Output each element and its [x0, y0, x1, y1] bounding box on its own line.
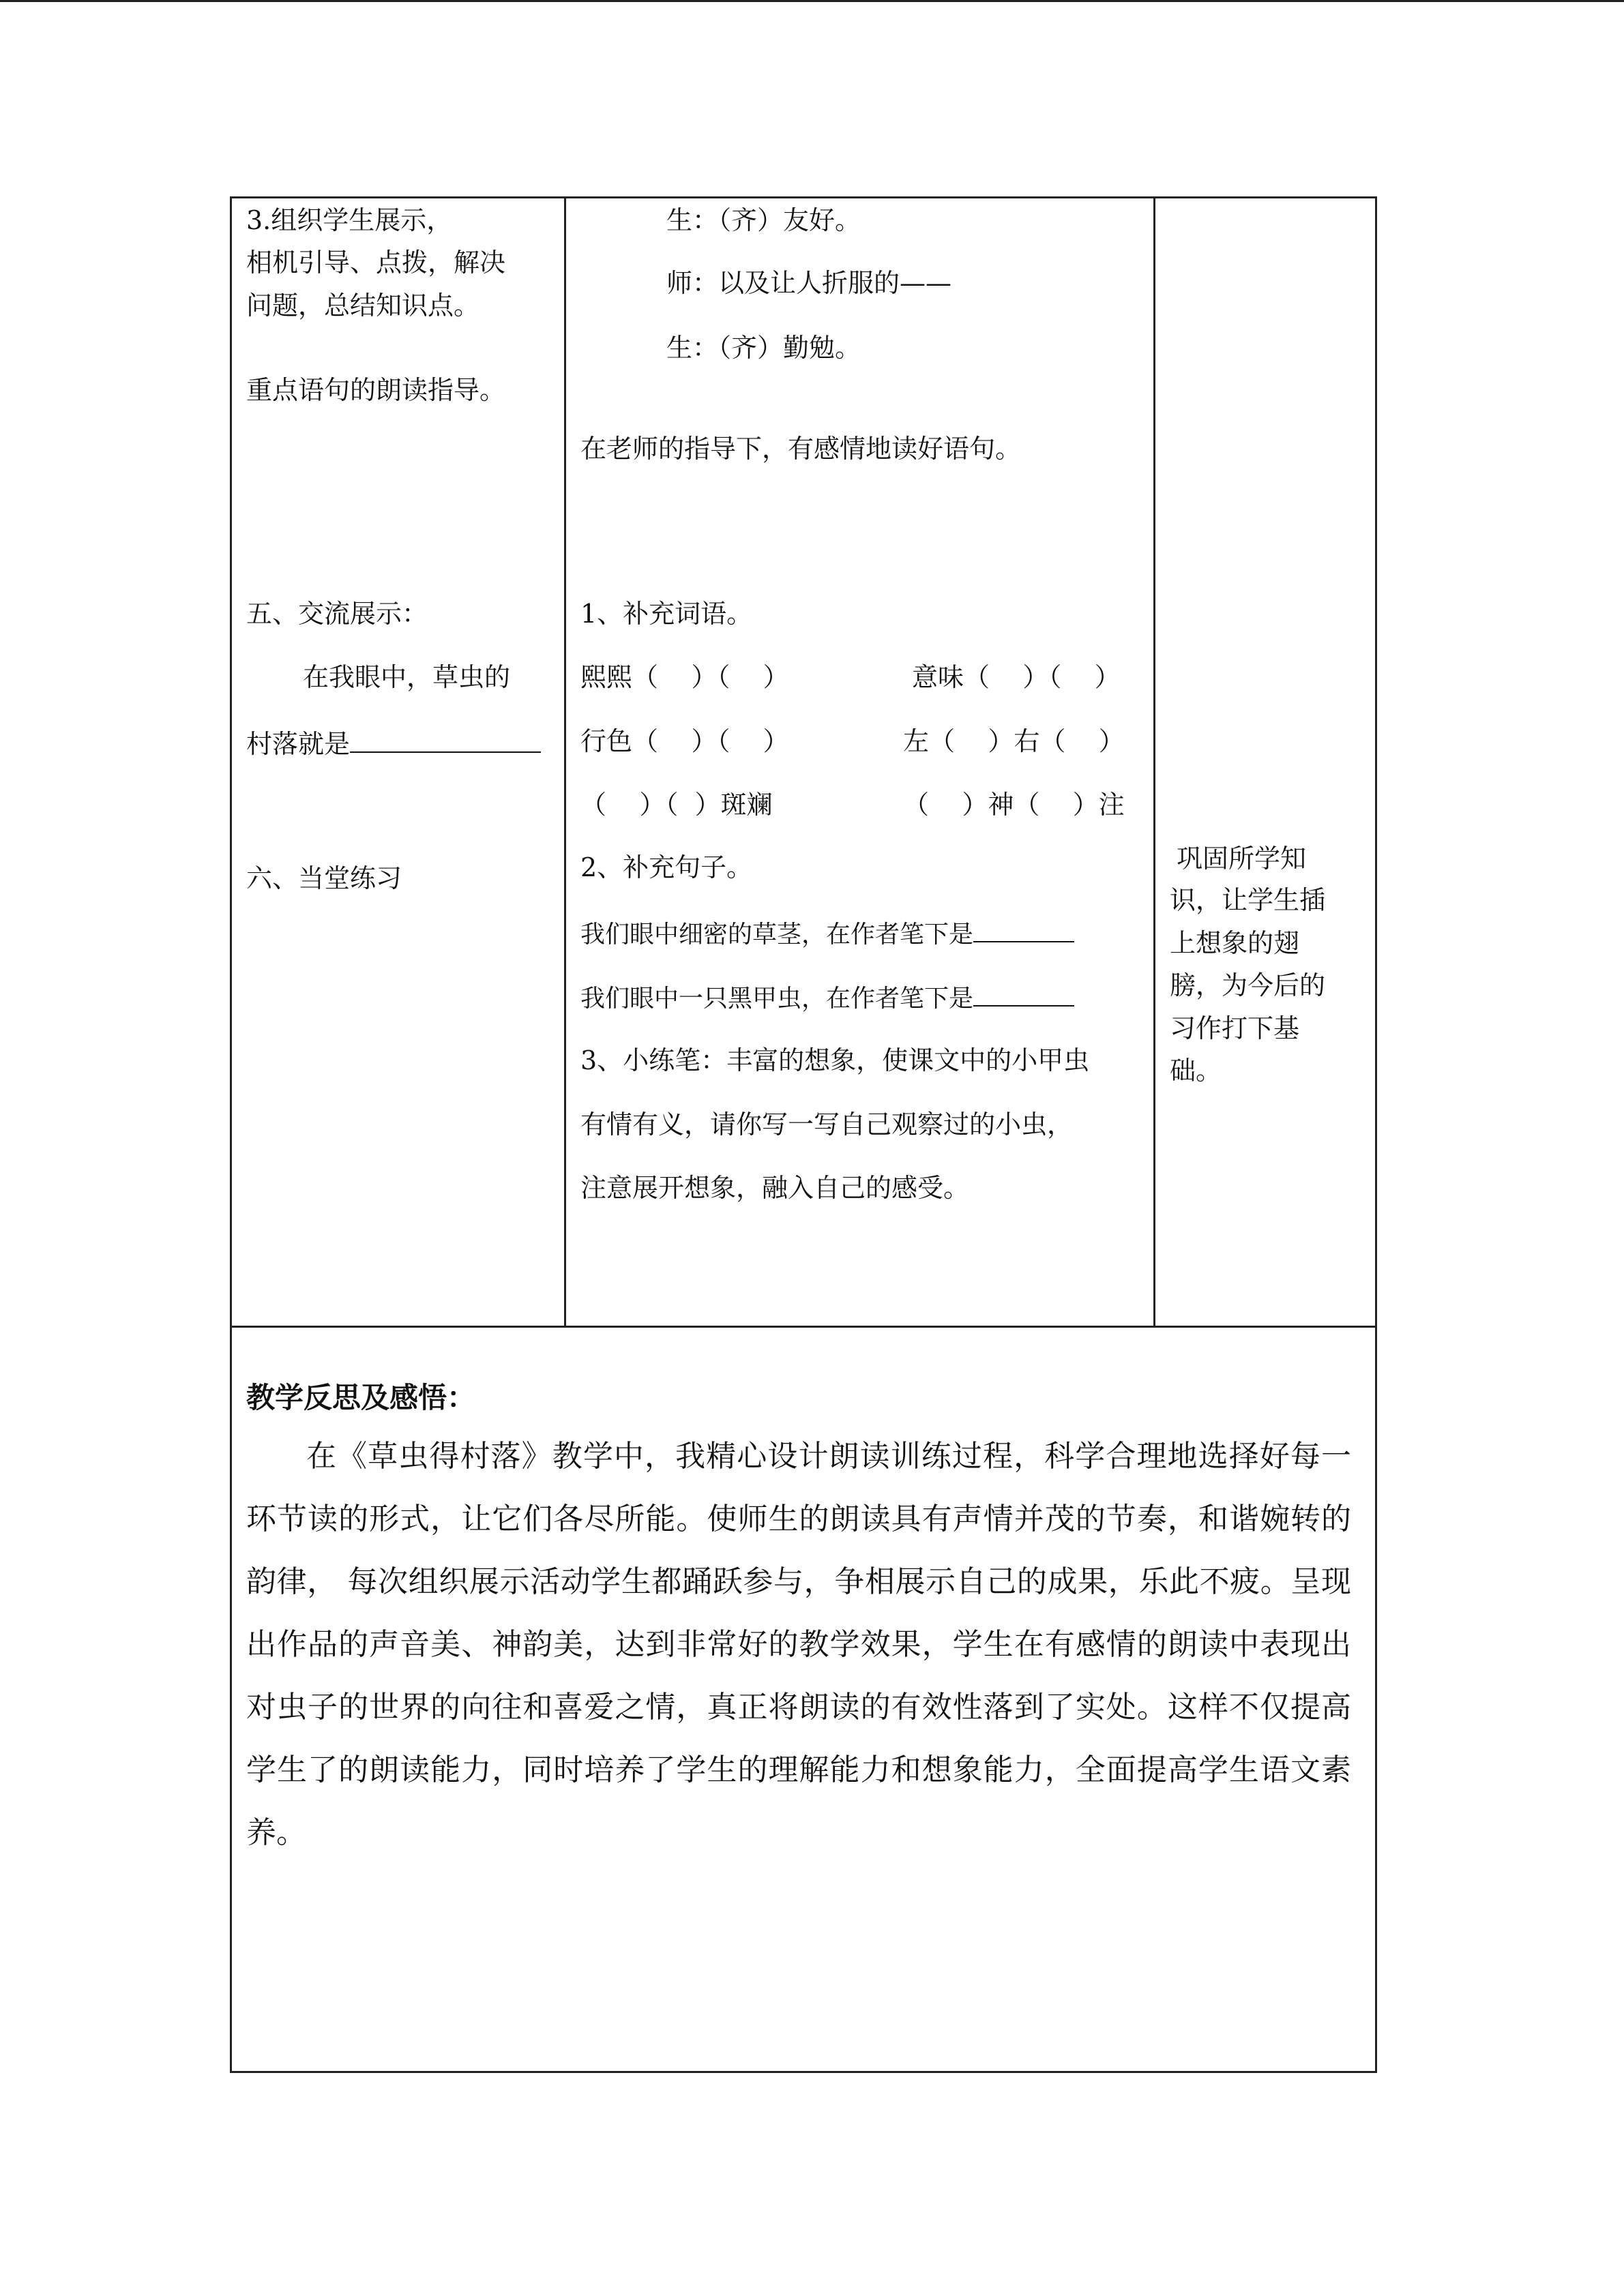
word-fill-item: 行色（ ）（ ） [580, 726, 789, 756]
word-fill-item: 左（ ）右（ ） [903, 726, 1125, 756]
purpose-note: 上想象的翅 [1170, 928, 1300, 958]
answer-blank [973, 914, 1074, 942]
dialogue-line: 生：（齐）友好。 [666, 205, 861, 235]
purpose-note: 识，让学生插 [1170, 885, 1326, 915]
section-6-heading: 六、当堂练习 [246, 863, 402, 893]
exercise-1-title: 1、补充词语。 [580, 599, 753, 629]
table-top-border [230, 196, 1377, 198]
dialogue-line: 生：（齐）勤勉。 [666, 333, 861, 363]
reading-instruction: 在老师的指导下，有感情地读好语句。 [580, 434, 1022, 464]
purpose-note: 习作打下基 [1170, 1013, 1300, 1043]
exercise-3-text: 有情有义，请你写一写自己观察过的小虫， [580, 1109, 1074, 1139]
table-row-divider [230, 1326, 1377, 1328]
exercise-3-text: 3、小练笔：丰富的想象，使课文中的小甲虫 [580, 1045, 1090, 1075]
exercise-2-title: 2、补充句子。 [580, 852, 753, 882]
sentence-fill-text: 我们眼中一只黑甲虫，在作者笔下是 [580, 985, 974, 1013]
purpose-note: 础。 [1170, 1056, 1222, 1086]
table-bottom-border [230, 2071, 1377, 2073]
exercise-3-text: 注意展开想象，融入自己的感受。 [580, 1173, 970, 1203]
step-3-text: 相机引导、点拨，解决 [246, 248, 506, 278]
step-3-text: 问题，总结知识点。 [246, 290, 480, 320]
reading-guidance: 重点语句的朗读指导。 [246, 375, 506, 405]
column-divider-1 [564, 196, 566, 1328]
purpose-note: 膀，为今后的 [1170, 970, 1326, 1000]
sentence-fill-item [580, 978, 1074, 1016]
word-fill-item: 熙熙（ ）（ ） [580, 662, 789, 692]
exchange-prompt [246, 724, 541, 761]
teaching-reflection [246, 1371, 1351, 1864]
reflection-body: 在《草虫得村落》教学中，我精心设计朗读训练过程，科学合理地选择好每一环节读的形式，让它们各尽所能。使师生的朗读具有声情并茂的节奏，和谐婉转的韵律， 每次组织展示活动学生都踊跃参与，争相展示自己的成果，乐此不疲。呈现出作品的声音美、神韵美，达到非常好的教学效果，学生在有感情的朗读中表现出对虫子的世界的向往和喜爱之情，真正将朗读的有效性落到了实处。这样不仅提高学生了的朗读能力，同时培养了学生的理解能力和想象能力，全面提高学生语文素养。 [246, 1439, 1351, 1850]
table-left-border [230, 196, 232, 2073]
purpose-note: 巩固所学知 [1177, 844, 1307, 874]
sentence-fill-text: 我们眼中细密的草茎，在作者笔下是 [580, 921, 974, 949]
step-3-text: 3.组织学生展示， [246, 205, 453, 235]
column-divider-2 [1153, 196, 1155, 1328]
exchange-prompt: 在我眼中，草虫的 [303, 662, 511, 692]
table-right-border [1375, 196, 1377, 2073]
reflection-title: 教学反思及感悟： [246, 1381, 476, 1414]
section-5-heading: 五、交流展示： [246, 599, 428, 629]
exchange-prompt-text: 村落就是 [246, 729, 351, 759]
dialogue-line: 师：以及让人折服的—— [666, 268, 952, 298]
word-fill-item: 意味（ ）（ ） [912, 662, 1121, 692]
answer-blank [973, 978, 1074, 1007]
word-fill-item: （ ）神（ ）注 [903, 790, 1125, 820]
page-top-border [0, 0, 1624, 2]
answer-blank [350, 724, 541, 753]
sentence-fill-item [580, 914, 1074, 952]
word-fill-item: （ ）（ ）斑斓 [580, 790, 773, 820]
